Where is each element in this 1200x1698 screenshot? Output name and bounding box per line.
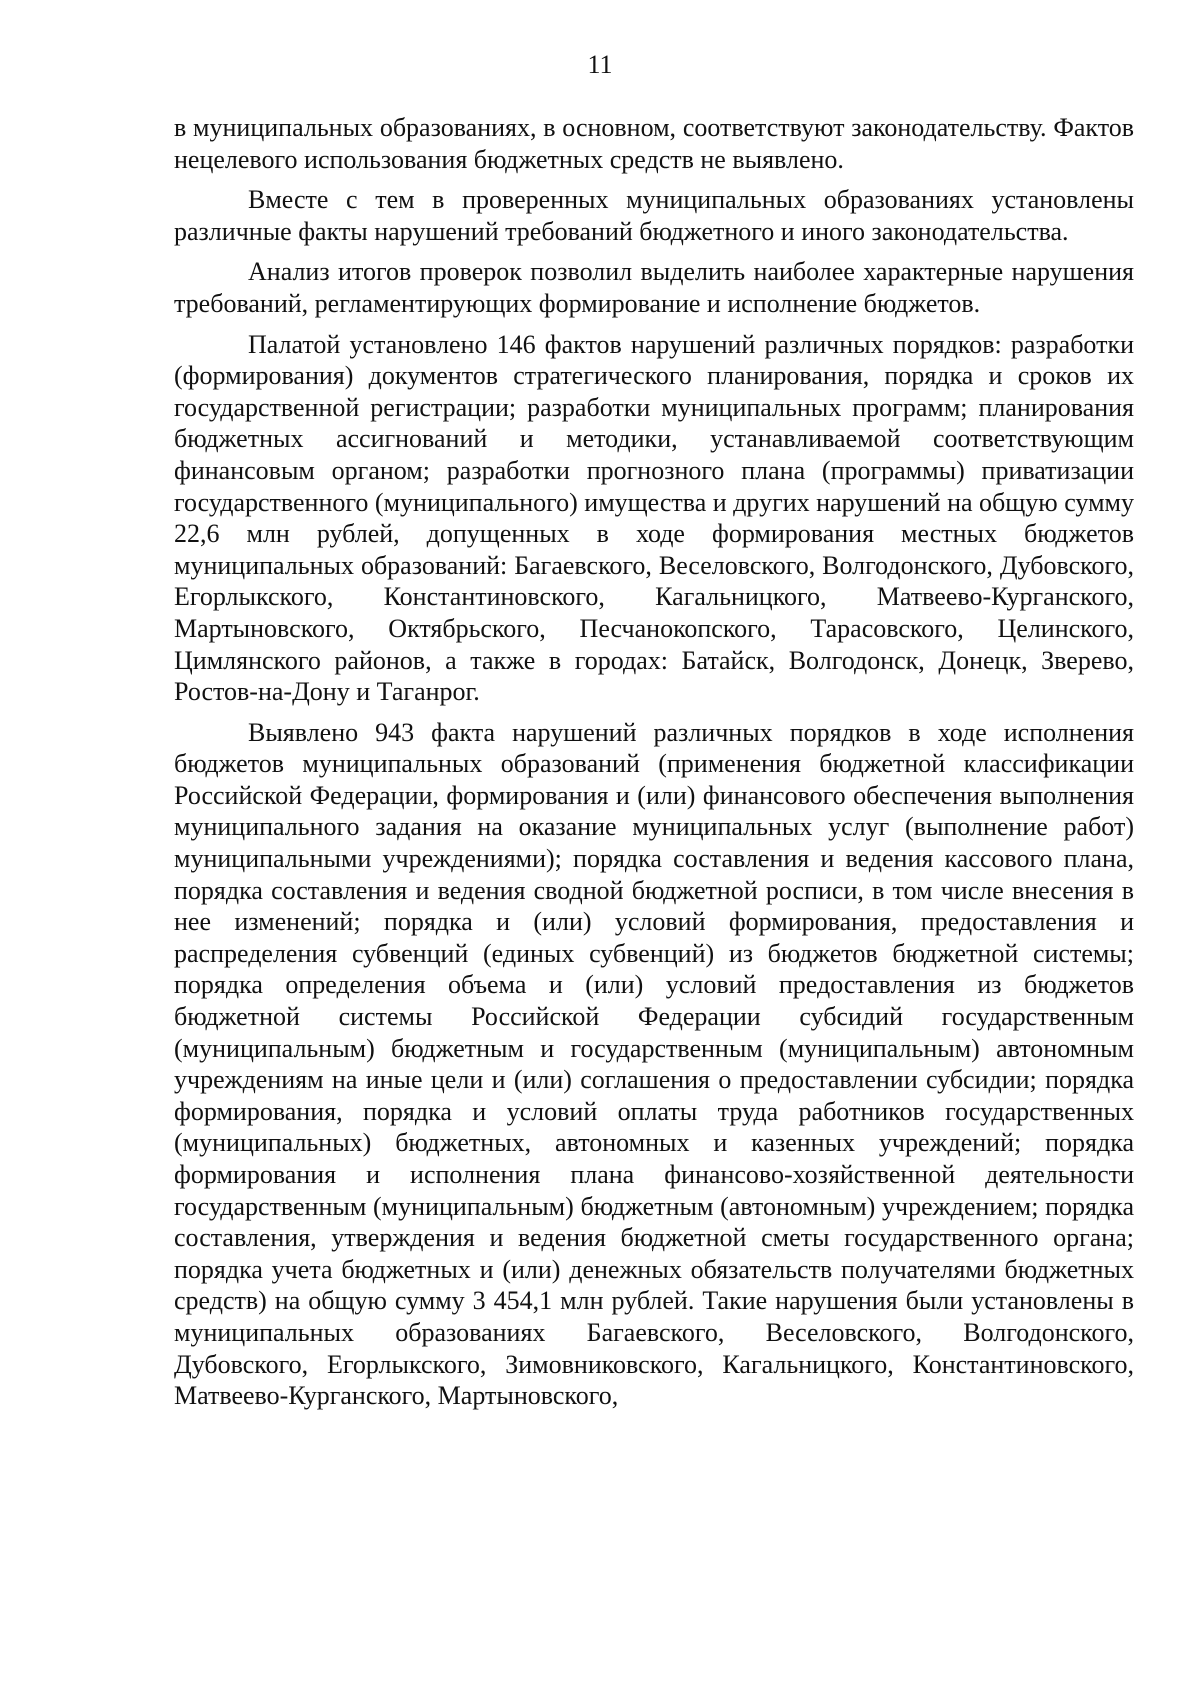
page-number: 11 — [587, 50, 613, 79]
paragraph-analysis: Анализ итогов проверок позволил выделить наиболее характерные нарушения требований, регламентирующих формирование и исполнение бюджетов. — [174, 257, 1134, 318]
paragraph-budget-execution-violations: Выявлено 943 факта нарушений различных порядков в ходе исполнения бюджетов муниципальных образований (применения бюджетной классификации Российской Федерации, формирования и (или) финансового обеспечения выполнения муниципального задания на оказание муниципальных услуг (выполнение работ) муниципальными учреждениями); порядка составления и ведения кассового плана, порядка составления и ведения сводной бюджетной росписи, в том числе внесения в нее изменений; порядка и (или) условий формирования, предоставления и распределения субвенций (единых субвенций) из бюджетов бюджетной системы; порядка определения объема и (или) условий предоставления из бюджетов бюджетной системы Российской Федерации субсидий государственным (муниципальным) бюджетным и государственным (муниципальным) автономным учреждениям на иные цели и (или) соглашения о предоставлении субсидии; порядка формирования, порядка и условий оплаты труда работников государственных (муниципальных) бюджетных, автономных и казенных учреждений; порядка формирования и исполнения плана финансово-хозяйственной деятельности государственным (муниципальным) бюджетным (автономным) учреждением; порядка составления, утверждения и ведения бюджетной сметы государственного органа; порядка учета бюджетных и (или) денежных обязательств получателями бюджетных средств) на общую сумму 3 454,1 млн рублей. Такие нарушения были установлены в муниципальных образованиях Багаевского, Веселовского, Волгодонского, Дубовского, Егорлыкского, Зимовниковского, Кагальницкого, Константиновского, Матвеево-Курганского, Мартыновского, — [174, 717, 1134, 1411]
document-body — [174, 112, 1134, 1421]
paragraph-violations-intro: Вместе с тем в проверенных муниципальных образованиях установлены различные факты нарушений требований бюджетного и иного законодательства. — [174, 185, 1134, 246]
paragraph-budget-formation-violations: Палатой установлено 146 фактов нарушений различных порядков: разработки (формирования) документов стратегического планирования, порядка и сроков их государственной регистрации; разработки муниципальных программ; планирования бюджетных ассигнований и методики, устанавливаемой соответствующим финансовым органом; разработки прогнозного плана (программы) приватизации государственного (муниципального) имущества и других нарушений на общую сумму 22,6 млн рублей, допущенных в ходе формирования местных бюджетов муниципальных образований: Багаевского, Веселовского, Волгодонского, Дубовского, Егорлыкского, Константиновского, Кагальницкого, Матвеево-Курганского, Мартыновского, Октябрьского, Песчанокопского, Тарасовского, Целинского, Цимлянского районов, а также в городах: Батайск, Волгодонск, Донецк, Зверево, Ростов-на-Дону и Таганрог. — [174, 329, 1134, 707]
paragraph-continuation: в муниципальных образованиях, в основном, соответствуют законодательству. Фактов нецелевого использования бюджетных средств не выявлено. — [174, 113, 1134, 174]
